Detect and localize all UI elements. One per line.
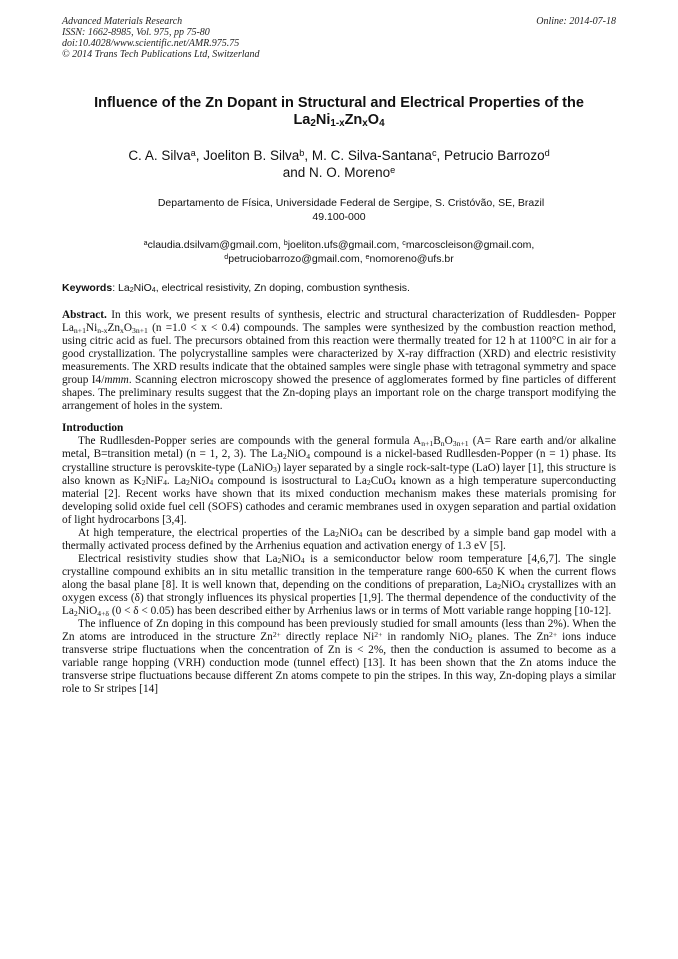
title-line: Influence of the Zn Dopant in Structural and Electrical Properties of the	[94, 95, 584, 111]
intro-paragraph-1: The Rudllesden-Popper series are compounds with the general formula $A_{n+1}B_nO_{3n+1}$ (A= Rare earth and/or alkaline metal, B=transition metal) (n = 1, 2, 3). The $La_2NiO_4$ compound is a nickel-based Rudllesden-Popper (n = 1) phase. Its crystalline structure is perovskite-type (LaNiO$_3$) layer separated by a single rock-salt-type (LaO) layer [1], this structure is also known as $K_2NiF_4$. $La_2NiO_4$ compound is isostructural to $La_2CuO_4$ known as a high temperature superconducting material [2]. Recent works have shown that its mixed conduction mechanism makes these materials promising for developing solid oxide fuel cell (SOFS) cathodes and ceramic membranes used in oxygen separation and partial oxidation of light hydrocarbons [3,4].	[62, 435, 616, 526]
affiliation-line-2: 49.100-000	[312, 211, 366, 223]
journal-header	[62, 16, 616, 60]
email-link[interactable]: petruciobarrozo@gmail.com,	[228, 253, 366, 265]
author-line-2: and N. O. Moreno$^e$	[282, 164, 396, 180]
email-link[interactable]: marcoscleison@gmail.com,	[405, 239, 535, 251]
author-line-1: C. A. Silva$^a$, Joeliton B. Silva$^b$, M. C. Silva-Santana$^c$, Petrucio Barrozo$^d$	[128, 147, 550, 163]
journal-name: Advanced Materials Research	[62, 16, 183, 27]
email-link[interactable]: joeliton.ufs@gmail.com,	[287, 239, 403, 251]
intro-paragraph-2: At high temperature, the electrical properties of the $La_2NiO_4$ can be described by a simple band gap model with a thermally activated process defined by the Arrhenius equation and activation energy of 1.3 eV [5].	[62, 526, 616, 552]
author-list	[62, 147, 616, 181]
journal-info	[62, 16, 616, 60]
abstract-label: Abstract.	[62, 309, 107, 321]
journal-copyright: © 2014 Trans Tech Publications Ltd, Switzerland	[62, 49, 260, 60]
affiliation-line-1: Departamento de Física, Universidade Federal de Sergipe, S. Cristóvão, SE, Brazil	[157, 197, 545, 209]
abstract: Abstract. In this work, we present results of synthesis, electric and structural characterization of Ruddlesden- Popper $La_{n+1}Ni_{n-x}Zn_xO_{3n+1}$ (n =1.0 < x < 0.4) compounds. The samples were synthesized by the combustion reaction method, using citric acid as fuel. The precursors obtained from this reaction were thermally treated for 12 h at 1100°C in air for a good crystallization. The polycrystalline samples were characterized by X-ray diffraction (XRD) and electric resistivity measurements. The XRD results indicate that the obtained samples were single phase with tetragonal symmetry and space group I4/mmm. Scanning electron microscopy showed the presence of agglomerates formed by fine particles of different shapes. The preliminary results suggest that the Zn-doping plays an important role on the charge transport modifying the arrangement of holes in the system.	[62, 309, 616, 413]
journal-issn: ISSN: 1662-8985, Vol. 975, pp 75-80	[62, 27, 210, 38]
title-formula: $La_2Ni_{1-x}Zn_xO_4$	[293, 112, 385, 129]
paper-body	[62, 309, 616, 696]
email-link[interactable]: nomoreno@ufs.br	[369, 253, 454, 265]
online-date: Online: 2014-07-18	[536, 16, 616, 27]
intro-paragraph-3: Electrical resistivity studies show that $La_2NiO_4$ is a semiconductor below room temperature [4,6,7]. The single crystalline compound exhibits an in situ metallic transition in the temperature range 600-650 K when the current flows along the basal plane [8]. It is well known that, depending on the conditions of preparation, $La_2NiO_4$ crystallizes with an oxygen excess (δ) that strongly influences its physical properties [1,9]. The thermal dependence of the conductivity of the $La_2NiO_{4+\delta}$ (0 < δ < 0.05) has been described either by Arrhenius laws or in terms of Mott variable range hopping [10-12].	[62, 552, 616, 618]
email-line-2: $^d$petruciobarrozo@gmail.com, $^e$nomoreno@ufs.br	[224, 252, 454, 265]
author-emails	[62, 238, 616, 266]
email-link[interactable]: claudia.dsilvam@gmail.com,	[147, 239, 284, 251]
email-line-1: $^a$claudia.dsilvam@gmail.com, $^b$joeliton.ufs@gmail.com, $^c$marcoscleison@gmail.com,	[143, 238, 535, 251]
section-heading-introduction: Introduction	[62, 422, 124, 435]
affiliation	[62, 196, 616, 224]
intro-paragraph-4: The influence of Zn doping in this compound has been previously studied for small amounts (less than 2%). When the Zn atoms are introduced in the structure $Zn^{2+}$ directly replace $Ni^{2+}$ in randomly NiO$_2$ planes. The $Zn^{2+}$ ions induce transverse stripe fluctuations when the concentration of Zn is < 2%, then the conduction is assumed to become as a variable range hopping (VRH) conduction mode (tunnel effect) [13]. It has been shown that the Zn atoms induce the transverse stripe fluctuations because different Zn atoms compete to pin the stripes. In this way, Zn-doping plays a similar role to Sr stripes [14]	[62, 618, 616, 696]
keywords: Keywords: $La_2NiO_4$, electrical resistivity, Zn doping, combustion synthesis.	[62, 282, 410, 295]
keywords-label: Keywords	[62, 282, 113, 294]
journal-doi: doi:10.4028/www.scientific.net/AMR.975.75	[62, 38, 240, 49]
paper-title	[62, 95, 616, 129]
